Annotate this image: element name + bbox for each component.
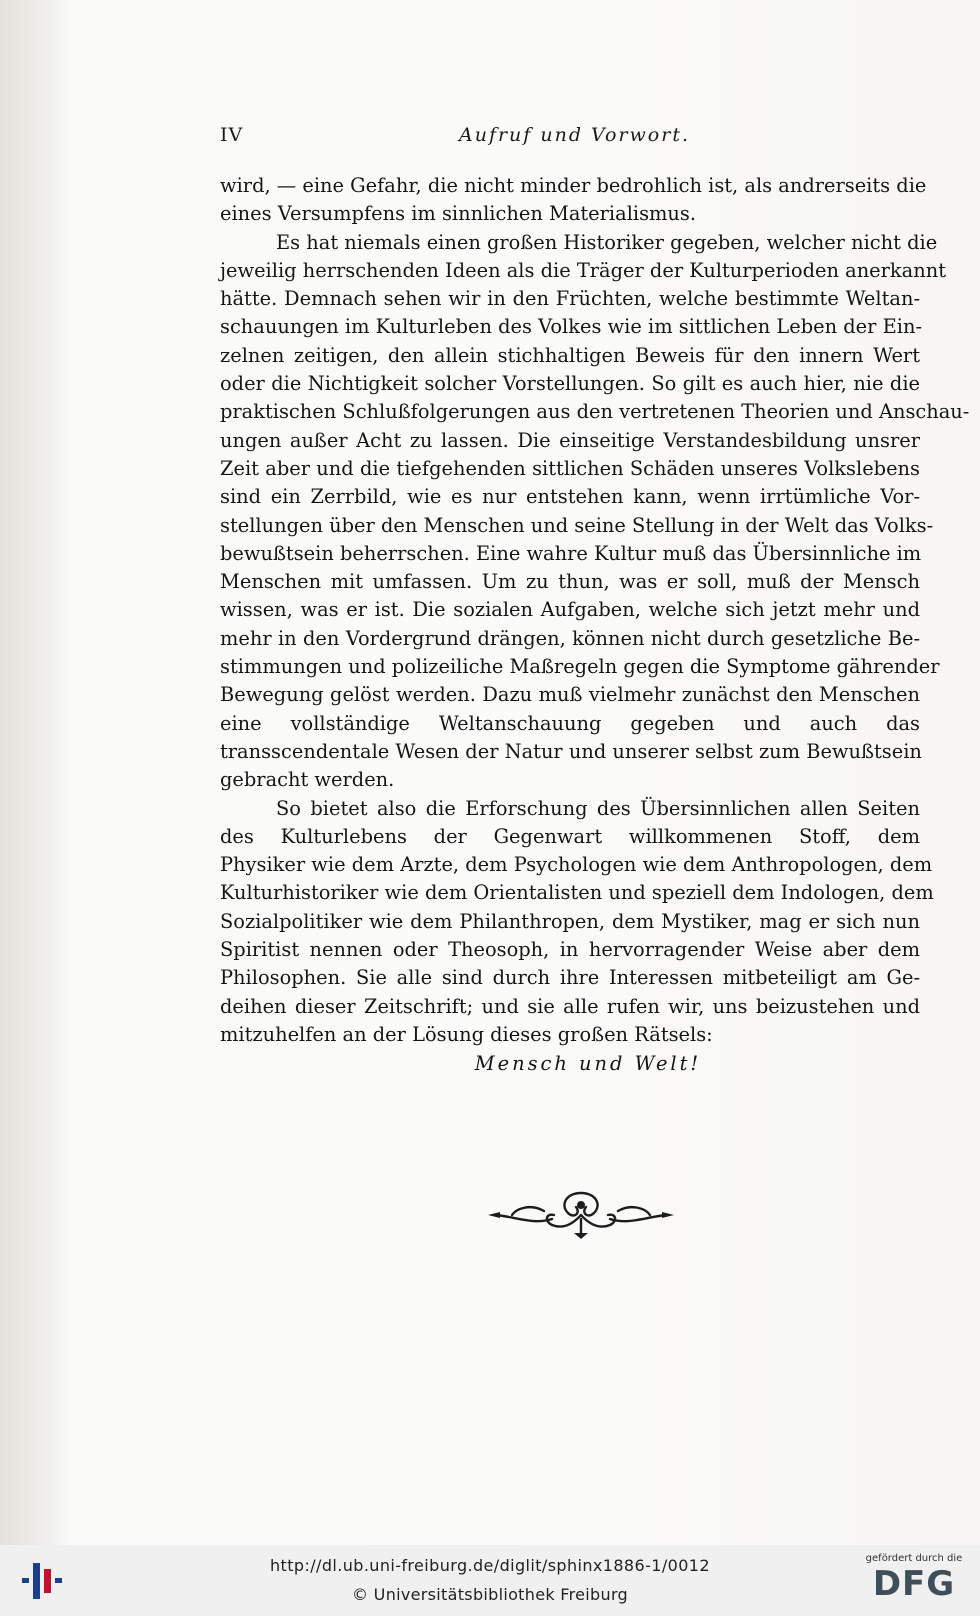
text-line: mitzuhelfen an der Lösung dieses großen Rätsels: [220, 1022, 713, 1046]
dfg-caption: gefördert durch die [865, 1553, 963, 1564]
text-line: hätte. Demnach sehen wir in den Früchten, welche bestimmte Weltan- [220, 287, 920, 311]
paragraph-2 [220, 229, 970, 795]
text-line: Menschen mit umfassen. Um zu thun, was er soll, muß der Mensch [220, 570, 920, 594]
text-line: Sozialpolitiker wie dem Philanthropen, dem Mystiker, mag er sich nun [220, 909, 920, 933]
text-line: So bietet also die Erforschung des Übersinnlichen allen Seiten [276, 796, 920, 820]
text-line: des Kulturlebens der Gegenwart willkommenen Stoff, dem [220, 824, 920, 848]
floral-ornament-icon [486, 1185, 676, 1241]
footer-bar [0, 1545, 980, 1616]
text-line: Zeit aber und die tiefgehenden sittlichen Schäden unseres Volkslebens [220, 456, 920, 480]
text-line: praktischen Schlußfolgerungen aus den vertretenen Theorien und Anschau- [220, 400, 970, 424]
text-line: wird, — eine Gefahr, die nicht minder bedrohlich ist, als andrerseits die [220, 174, 927, 197]
text-line: Philosophen. Sie alle sind durch ihre Interessen mitbeteiligt am Ge- [220, 966, 920, 990]
dfg-wordmark: DFG [872, 1564, 956, 1604]
closing-line: Mensch und Welt! [474, 1052, 702, 1076]
body-text [220, 172, 970, 1079]
paragraph-3 [220, 795, 934, 1050]
text-line: eine vollständige Weltanschauung gegeben und auch das [220, 711, 920, 735]
page-url[interactable]: http://dl.ub.uni-freiburg.de/diglit/sphinx1886-1/0012 [270, 1556, 710, 1575]
text-line: stellungen über den Menschen und seine Stellung in der Welt das Volks- [220, 513, 934, 537]
text-line: bewußtsein beherrschen. Eine wahre Kultur muß das Übersinnliche im [220, 541, 922, 565]
text-line: Es hat niemals einen großen Historiker gegeben, welcher nicht die [276, 230, 938, 254]
text-line: eines Versumpfens im sinnlichen Materialismus. [220, 202, 697, 226]
page-number: IV [220, 124, 244, 146]
paragraph-1 [220, 172, 927, 229]
text-line: mehr in den Vordergrund drängen, können nicht durch gesetzliche Be- [220, 626, 920, 650]
text-line: Kulturhistoriker wie dem Orientalisten und speziell dem Indologen, dem [220, 881, 934, 905]
text-line: jeweilig herrschenden Ideen als die Träger der Kulturperioden anerkannt [220, 258, 947, 282]
text-line: gebracht werden. [220, 768, 395, 792]
text-line: transscendentale Wesen der Natur und unserer selbst zum Bewußtsein [220, 739, 922, 763]
text-line: oder die Nichtigkeit solcher Vorstellungen. So gilt es auch hier, nie die [220, 372, 920, 396]
text-line: wissen, was er ist. Die sozialen Aufgaben, welche sich jetzt mehr und [220, 598, 920, 622]
text-line: Bewegung gelöst werden. Dazu muß vielmehr zunächst den Menschen [220, 683, 920, 707]
page-header [220, 124, 690, 154]
text-line: ungen außer Acht zu lassen. Die einseitige Verstandesbildung unsrer [220, 428, 920, 452]
text-line: Spiritist nennen oder Theosoph, in hervorragender Weise aber dem [220, 938, 920, 962]
text-line: schauungen im Kulturleben des Volkes wie im sittlichen Leben der Ein- [220, 315, 922, 339]
text-line: deihen dieser Zeitschrift; und sie alle rufen wir, uns beizustehen und [220, 994, 920, 1018]
text-line: stimmungen und polizeiliche Maßregeln gegen die Symptome gährender [220, 655, 940, 679]
text-line: zelnen zeitigen, den allein stichhaltigen Beweis für den innern Wert [220, 343, 920, 367]
running-head: Aufruf und Vorwort. [458, 124, 690, 146]
copyright-notice: © Universitätsbibliothek Freiburg [352, 1585, 628, 1604]
dfg-logo [862, 1549, 966, 1613]
text-line: sind ein Zerrbild, wie es nur entstehen kann, wenn irrtümliche Vor- [220, 485, 920, 509]
text-line: Physiker wie dem Arzte, dem Psychologen wie dem Anthropologen, dem [220, 853, 933, 877]
